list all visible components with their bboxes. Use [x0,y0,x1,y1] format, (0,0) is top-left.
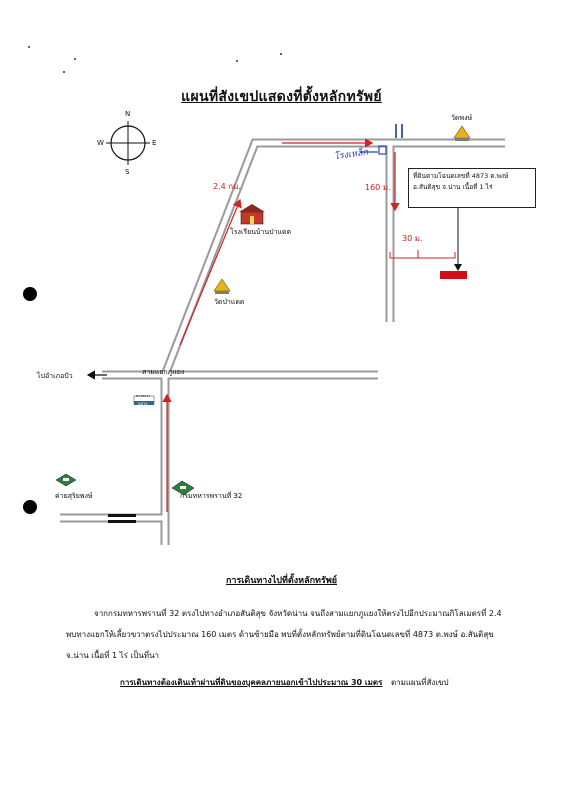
label-school: โรงเรียนบ้านป่าแดด [230,228,292,236]
route-arrows [167,143,395,512]
label-sign-bottom: หลวง [138,401,148,406]
dist-30-bracket [390,252,455,258]
label-to-pua: ไปอำเภอปัว [37,372,73,380]
map-title: แผนที่สังเขปแสดงที่ตั้งหลักทรัพย์ [181,89,382,105]
label-wat-padaet: วัดป่าแดด [214,298,245,306]
bridge-icon [396,124,402,138]
temple-icon-phong [454,126,470,141]
walk-note-bold: การเดินทางต้องเดินเท้าผ่านที่ดินของบุคคลภายนอกเข้าไปประมาณ 30 เมตร [120,678,383,687]
plot-marker [440,271,467,279]
label-dist-160: 160 ม. [365,183,391,192]
label-camp: ค่ายสุริยพงษ์ [55,492,93,500]
camp-icon [56,474,76,486]
walk-note [120,676,449,689]
compass-e: E [152,139,157,147]
compass-w: W [97,139,104,147]
label-dist-30: 30 ม. [402,234,423,243]
directions-paragraph: จากกรมทหารพรานที่ 32 ตรงไปทางอำเภอสันติสุข จังหวัดน่าน จนถึงสามแยกภูแยงให้ตรงไปอีกประมาณกิโลเมตรที่ 2.4 พบทางแยกให้เลี้ยวขวาตรงไปประมาณ 160 เมตร ด้านซ้ายมือ พบที่ตั้งหลักทรัพย์ตามที่ดินโฉนดเลขที่ 4873 ต.พงษ์ อ.สันติสุข จ.น่าน เนื้อที่ 1 ไร่ เป็นที่นา [66,609,502,660]
label-military: กรมทหารพรานที่ 32 [180,492,243,500]
label-dist-24: 2.4 กม. [213,182,241,191]
school-icon [239,204,265,224]
compass-rose [106,121,150,165]
walk-note-tail: ตามแผนที่สังเขป [390,678,449,687]
plot-info-box [408,168,536,208]
compass-n: N [125,110,131,118]
directions-title: การเดินทางไปที่ตั้งหลักทรัพย์ [225,576,338,586]
compass-s: S [125,168,130,176]
plot-info-line1: ที่ดินตามโฉนดเลขที่ 4873 ต.พงษ์ [413,172,509,180]
label-handwritten: โรงเหล็ก [333,147,369,163]
label-junction: สามแยกภูแยง [142,368,185,376]
plot-info-line2: อ.สันติสุข จ.น่าน เนื้อที่ 1 ไร่ [413,183,493,191]
label-sign-top: ทางหลวง [136,394,151,398]
temple-icon-padaet [214,279,230,294]
label-wat-phong: วัดพงษ์ [451,114,473,122]
route-arrow-ne [180,200,240,345]
